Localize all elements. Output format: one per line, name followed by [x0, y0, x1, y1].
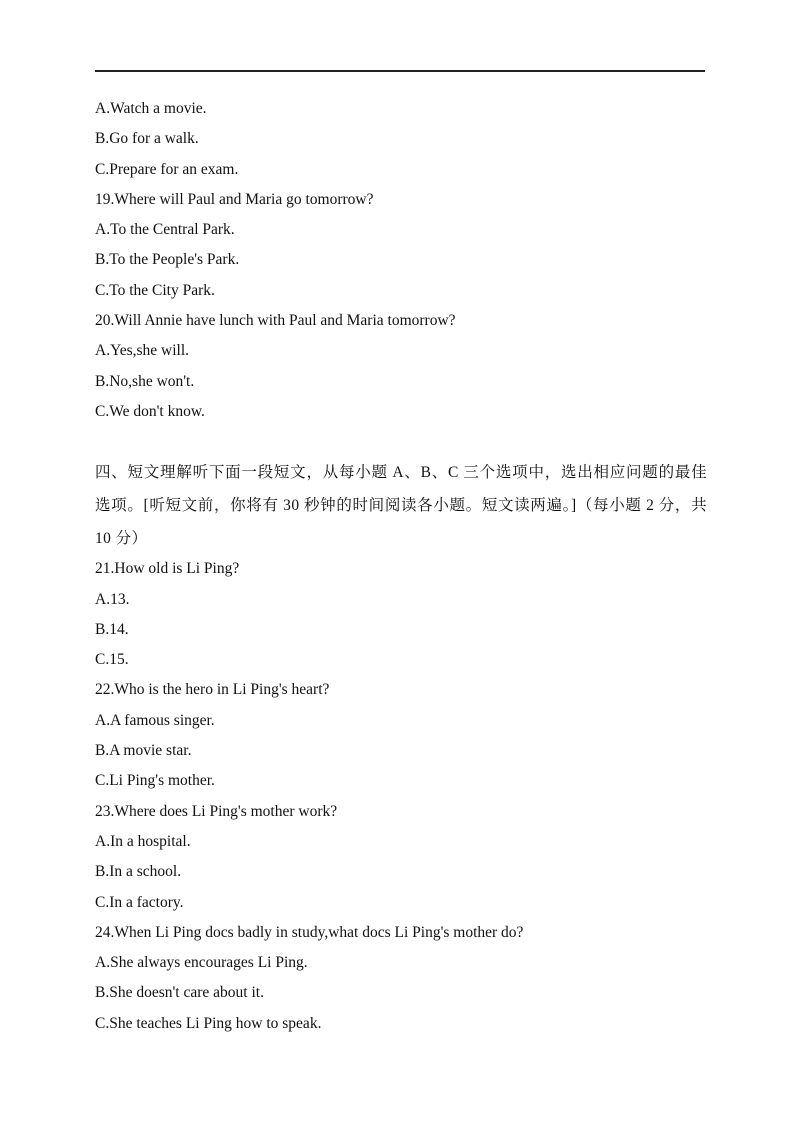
- option-line: B.A movie star.: [95, 742, 192, 760]
- option-line: B.No,she won't.: [95, 372, 195, 390]
- option-line: C.We don't know.: [95, 402, 205, 420]
- section-spacer: [95, 427, 707, 456]
- option-line: C.She teaches Li Ping how to speak.: [95, 1014, 322, 1032]
- question-line: 22.Who is the hero in Li Ping's heart?: [95, 681, 330, 699]
- question-line: 24.When Li Ping docs badly in study,what docs Li Ping's mother do?: [95, 923, 524, 941]
- option-line: C.To the City Park.: [95, 281, 215, 299]
- question-line: 21.How old is Li Ping?: [95, 560, 240, 578]
- option-line: A.A famous singer.: [95, 711, 215, 729]
- question-line: 23.Where does Li Ping's mother work?: [95, 802, 338, 820]
- option-line: C.In a factory.: [95, 893, 184, 911]
- option-line: B.Go for a walk.: [95, 130, 199, 148]
- option-line: A.Watch a movie.: [95, 100, 207, 117]
- option-line: C.Li Ping's mother.: [95, 772, 215, 790]
- question-line: 20.Will Annie have lunch with Paul and Maria tomorrow?: [95, 312, 456, 330]
- option-line: B.In a school.: [95, 863, 182, 881]
- option-line: B.14.: [95, 620, 129, 638]
- option-line: A.Yes,she will.: [95, 342, 190, 360]
- question-line: 19.Where will Paul and Maria go tomorrow?: [95, 190, 374, 208]
- option-line: C.15.: [95, 651, 129, 669]
- header-rule: [95, 70, 705, 72]
- option-line: B.She doesn't care about it.: [95, 984, 264, 1002]
- option-line: A.To the Central Park.: [95, 221, 235, 239]
- option-line: A.In a hospital.: [95, 832, 191, 850]
- option-line: A.13.: [95, 590, 130, 608]
- option-line: A.She always encourages Li Ping.: [95, 954, 308, 972]
- document-body: [95, 94, 707, 1039]
- section-heading: 四、短文理解听下面一段短文，从每小题 A、B、C 三个选项中，选出相应问题的最佳选项。[听短文前，你将有 30 秒钟的时间阅读各小题。短文读两遍。]（每小题 2 分，共 10 分）: [95, 464, 707, 548]
- option-line: C.Prepare for an exam.: [95, 160, 239, 178]
- option-line: B.To the People's Park.: [95, 251, 240, 269]
